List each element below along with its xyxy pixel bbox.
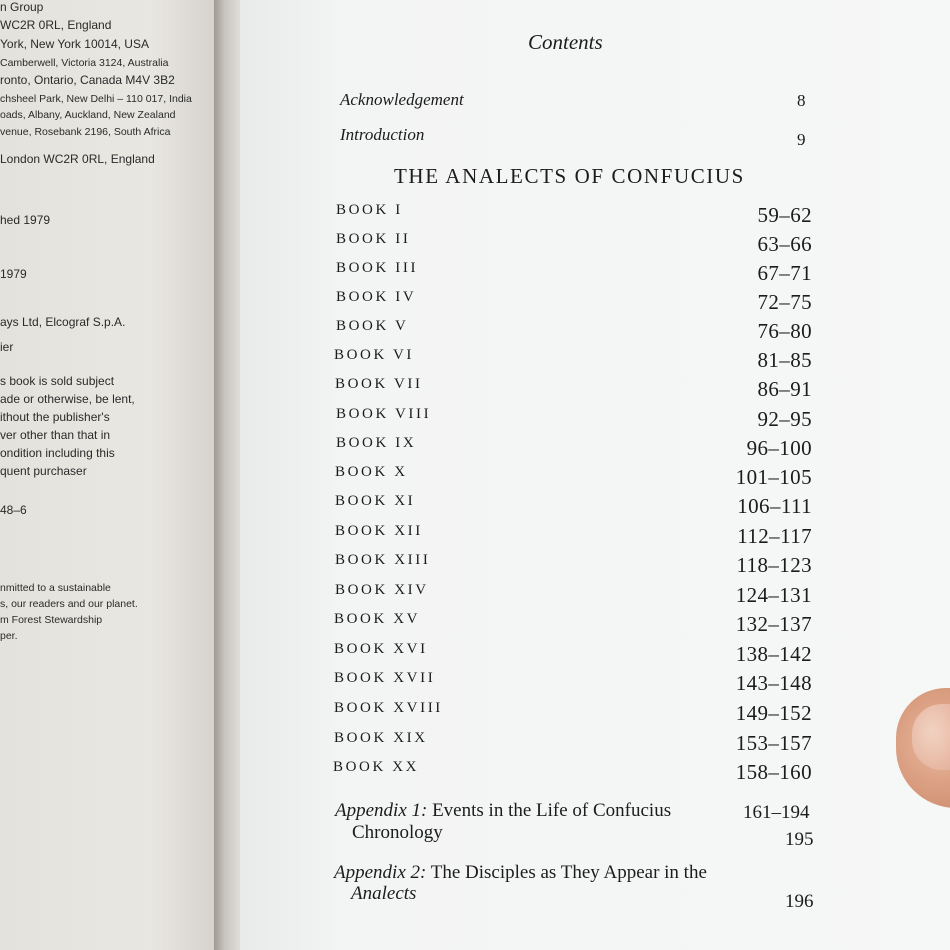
book-label: BOOK XI (335, 493, 416, 509)
book-label: BOOK XIV (335, 582, 429, 598)
book-label: BOOK XIII (335, 552, 431, 568)
copyright-line: hed 1979 (0, 213, 51, 227)
copyright-line: quent purchaser (0, 464, 87, 478)
book-label: BOOK XVI (334, 641, 428, 657)
toc-book-row (240, 700, 950, 726)
copyright-line: nmitted to a sustainable (0, 582, 111, 594)
copyright-line: 48–6 (0, 503, 27, 517)
book-pages: 149–152 (735, 701, 812, 725)
book-label: BOOK IV (336, 289, 417, 305)
book-label: BOOK X (335, 464, 408, 480)
copyright-line: n Group (0, 0, 44, 14)
toc-page-acknowledgement: 8 (797, 91, 806, 110)
toc-book-row (240, 493, 950, 519)
toc-book-row (240, 231, 950, 257)
copyright-line: ier (0, 340, 14, 354)
toc-book-row (240, 376, 950, 402)
book-pages: 158–160 (735, 760, 812, 784)
toc-book-row (240, 318, 950, 344)
book-pages: 67–71 (757, 261, 812, 285)
copyright-line: ondition including this (0, 446, 115, 460)
book-pages: 138–142 (735, 642, 812, 666)
toc-book-row (240, 730, 950, 756)
appendix-1-entry (335, 800, 671, 822)
book-label: BOOK I (336, 202, 403, 218)
toc-book-row (240, 435, 950, 461)
copyright-line: York, New York 10014, USA (0, 37, 149, 51)
book-pages: 132–137 (735, 612, 812, 636)
toc-book-row (240, 202, 950, 228)
book-pages: 92–95 (757, 407, 812, 431)
copyright-line: ays Ltd, Elcograf S.p.A. (0, 315, 126, 329)
copyright-line: s, our readers and our planet. (0, 598, 138, 610)
section-heading: THE ANALECTS OF CONFUCIUS (394, 164, 745, 188)
book-pages: 63–66 (757, 232, 812, 256)
appendix-2-title: The Disciples as They Appear in the (430, 862, 707, 883)
book-label: BOOK VIII (336, 406, 432, 422)
copyright-line: per. (0, 630, 18, 642)
copyright-line: ronto, Ontario, Canada M4V 3B2 (0, 73, 175, 87)
book-pages: 76–80 (757, 319, 812, 343)
book-label: BOOK XIX (334, 730, 428, 746)
copyright-line: m Forest Stewardship (0, 614, 103, 626)
copyright-line: ithout the publisher's (0, 410, 110, 424)
book-label: BOOK III (336, 260, 419, 276)
toc-book-row (240, 260, 950, 286)
copyright-line: ver other than that in (0, 428, 111, 442)
copyright-line: London WC2R 0RL, England (0, 152, 155, 166)
copyright-line: 1979 (0, 267, 27, 281)
copyright-line: venue, Rosebank 2196, South Africa (0, 126, 171, 138)
book-pages: 106–111 (737, 494, 812, 518)
book-pages: 86–91 (757, 377, 812, 401)
copyright-line: ade or otherwise, be lent, (0, 392, 135, 406)
book-label: BOOK XVIII (334, 700, 443, 716)
toc-book-row (240, 582, 950, 608)
toc-book-row (240, 611, 950, 637)
toc-book-row (240, 670, 950, 696)
copyright-page (0, 0, 214, 950)
appendix-2-analects: Analects (351, 883, 417, 904)
appendix-1-chronology: Chronology (352, 822, 443, 843)
toc-book-row (240, 289, 950, 315)
book-pages: 96–100 (746, 436, 812, 460)
book-label: BOOK XII (335, 523, 423, 539)
book-label: BOOK IX (336, 435, 417, 451)
book-pages: 143–148 (735, 671, 812, 695)
appendix-1-label: Appendix 1: (335, 800, 428, 821)
book-label: BOOK XX (333, 759, 420, 775)
appendix-1-pages: 161–194 (743, 802, 810, 823)
toc-book-row (240, 641, 950, 667)
appendix-2-title-cont (351, 883, 416, 905)
book-pages: 118–123 (736, 553, 812, 577)
book-label: BOOK XVII (334, 670, 436, 686)
book-label: BOOK II (336, 231, 411, 247)
book-label: BOOK V (336, 318, 409, 334)
toc-entry-introduction: Introduction (340, 125, 425, 144)
toc-book-row (240, 759, 950, 785)
appendix-1-chronology-page: 195 (785, 829, 814, 850)
book-pages: 59–62 (757, 203, 812, 227)
toc-page-introduction: 9 (797, 130, 806, 149)
appendix-1-title: Events in the Life of Confucius (432, 800, 672, 821)
copyright-line: WC2R 0RL, England (0, 18, 112, 32)
toc-book-row (240, 406, 950, 432)
toc-book-row (240, 523, 950, 549)
appendix-2-label: Appendix 2: (334, 862, 427, 883)
appendix-2-page: 196 (785, 891, 814, 912)
copyright-line: chsheel Park, New Delhi – 110 017, India (0, 93, 192, 105)
book-label: BOOK XV (334, 611, 421, 627)
toc-book-row (240, 464, 950, 490)
book-pages: 124–131 (735, 583, 812, 607)
appendix-2-entry (334, 862, 707, 884)
book-pages: 112–117 (737, 524, 812, 548)
copyright-line: oads, Albany, Auckland, New Zealand (0, 109, 176, 121)
toc-entry-acknowledgement: Acknowledgement (340, 90, 464, 109)
copyright-line: s book is sold subject (0, 374, 115, 388)
contents-page: Contents Acknowledgement 8 Introduction 9 THE ANALECTS OF CONFUCIUS BOOK I 59–62 BOOK II 63–66 BOOK III 67–71 BOOK IV 72–75 BOOK V 76–80 BOOK VI 81–85 BOOK VII 86–91 BOOK VIII 92–95 BOOK IX 96–100 BOOK X 101–105 BOOK XI 106–111 BOOK XII 112–117 BOOK XIII 118–123 BOOK XIV 124–131 BOOK XV 132–137 BOOK XVI 138–142 BOOK XVII 143–148 BOOK XVIII 149–152 BOOK XIX 153–157 BOOK XX 158–160 Appendix 1: Events in the Life of Confucius 161–194 Chronology 195 Appendix 2: The Disciples as They Appear in the Analects 196 (240, 0, 950, 950)
book-label: BOOK VII (335, 376, 423, 392)
book-pages: 81–85 (757, 348, 812, 372)
book-label: BOOK VI (334, 347, 415, 363)
book-pages: 72–75 (757, 290, 812, 314)
copyright-line: Camberwell, Victoria 3124, Australia (0, 57, 169, 69)
toc-book-row (240, 552, 950, 578)
toc-book-row (240, 347, 950, 373)
book-pages: 101–105 (735, 465, 812, 489)
book-pages: 153–157 (735, 731, 812, 755)
